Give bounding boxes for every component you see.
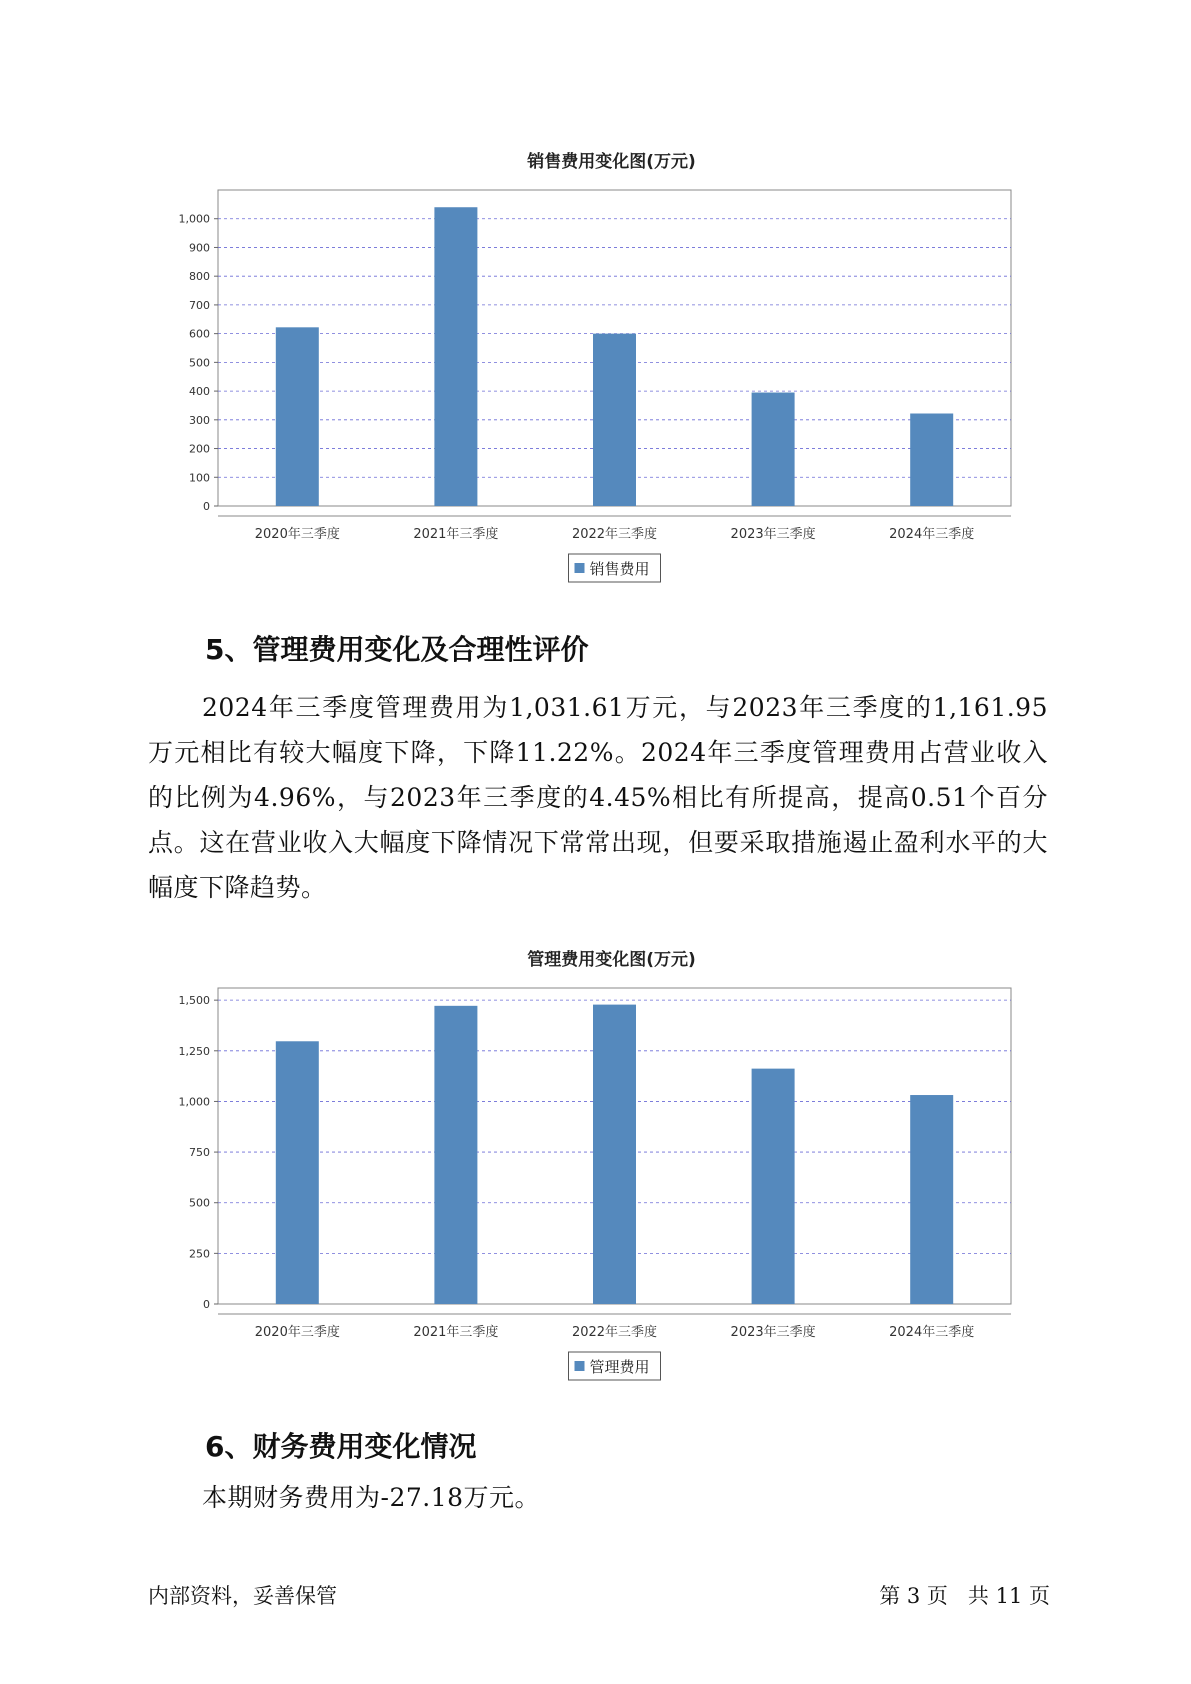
sales-chart-category-label: 2024年三季度: [889, 527, 975, 542]
admin-chart-ytick-label: 1,500: [178, 994, 210, 1008]
admin-chart-title: 管理费用变化图(万元): [527, 950, 696, 970]
sales-chart-ytick-label: 900: [189, 241, 210, 255]
admin-chart-ytick-label: 750: [189, 1146, 210, 1160]
admin-chart-ytick-label: 500: [189, 1196, 210, 1210]
sales-chart-ytick-label: 1,000: [178, 212, 210, 226]
sales-chart-legend-swatch: [575, 563, 585, 573]
admin-chart-category-label: 2022年三季度: [571, 1325, 658, 1340]
sales-chart-ytick-label: 100: [189, 471, 210, 485]
admin-chart-bar: [276, 1041, 319, 1304]
sales-chart-ytick-label: 600: [189, 327, 210, 341]
admin-chart-ytick-label: 0: [203, 1298, 210, 1311]
admin-chart-legend-label: 管理费用: [589, 1358, 650, 1376]
sales-chart-ytick-label: 700: [189, 298, 210, 312]
admin-chart-legend-swatch: [575, 1361, 585, 1371]
sales-chart-ytick-label: 400: [189, 385, 210, 399]
sales-chart-ytick-label: 0: [203, 500, 210, 513]
sales-chart-ytick-label: 200: [189, 442, 210, 456]
sales-chart-ytick-label: 800: [189, 270, 210, 284]
admin-chart-ytick-label: 250: [189, 1247, 210, 1261]
sales-chart-category-label: 2023年三季度: [730, 527, 816, 542]
section-6-heading: 6、财务费用变化情况: [205, 1430, 477, 1463]
admin-chart-bar: [434, 1006, 477, 1304]
sales-chart-ytick-label: 300: [189, 413, 210, 427]
section-5-paragraph: 2024年三季度管理费用为1,031.61万元，与2023年三季度的1,161.95万元相比有较大幅度下降，下降11.22%。2024年三季度管理费用占营业收入的比例为4.96%，与2023年三季度的4.45%相比有所提高，提高0.51个百分点。这在营业收入大幅度下降情况下常常出现，但要采取措施遏止盈利水平的大幅度下降趋势。: [148, 693, 1048, 902]
footer-confidential-note: 内部资料，妥善保管: [148, 1584, 337, 1608]
sales-chart-bar: [434, 207, 477, 506]
admin-chart-bar: [910, 1095, 953, 1304]
sales-chart-title: 销售费用变化图(万元): [527, 152, 696, 172]
sales-chart-category-label: 2022年三季度: [571, 527, 658, 542]
admin-chart-ytick-label: 1,250: [178, 1044, 210, 1058]
sales-chart-bar: [910, 413, 953, 506]
admin-chart-category-label: 2024年三季度: [889, 1325, 975, 1340]
sales-expense-chart-svg: [0, 140, 1191, 600]
admin-chart-ytick-label: 1,000: [178, 1095, 210, 1109]
admin-expense-chart: [0, 938, 1191, 1398]
admin-chart-category-label: 2021年三季度: [413, 1325, 499, 1340]
section-5-heading: 5、管理费用变化及合理性评价: [205, 633, 589, 666]
sales-chart-bar: [593, 334, 636, 506]
section-6-paragraph: 本期财务费用为-27.18万元。: [202, 1483, 541, 1512]
admin-expense-chart-svg: [0, 938, 1191, 1398]
sales-chart-legend-label: 销售费用: [589, 560, 650, 578]
sales-chart-bar: [276, 327, 319, 506]
sales-chart-bar: [752, 393, 795, 506]
admin-chart-category-label: 2023年三季度: [730, 1325, 816, 1340]
sales-expense-chart: [0, 140, 1191, 600]
footer-page-number: 第 3 页 共 11 页: [879, 1584, 1050, 1608]
sales-chart-category-label: 2020年三季度: [254, 527, 340, 542]
sales-chart-ytick-label: 500: [189, 356, 210, 370]
admin-chart-bar: [593, 1005, 636, 1304]
admin-chart-category-label: 2020年三季度: [254, 1325, 340, 1340]
admin-chart-bar: [752, 1069, 795, 1304]
sales-chart-category-label: 2021年三季度: [413, 527, 499, 542]
